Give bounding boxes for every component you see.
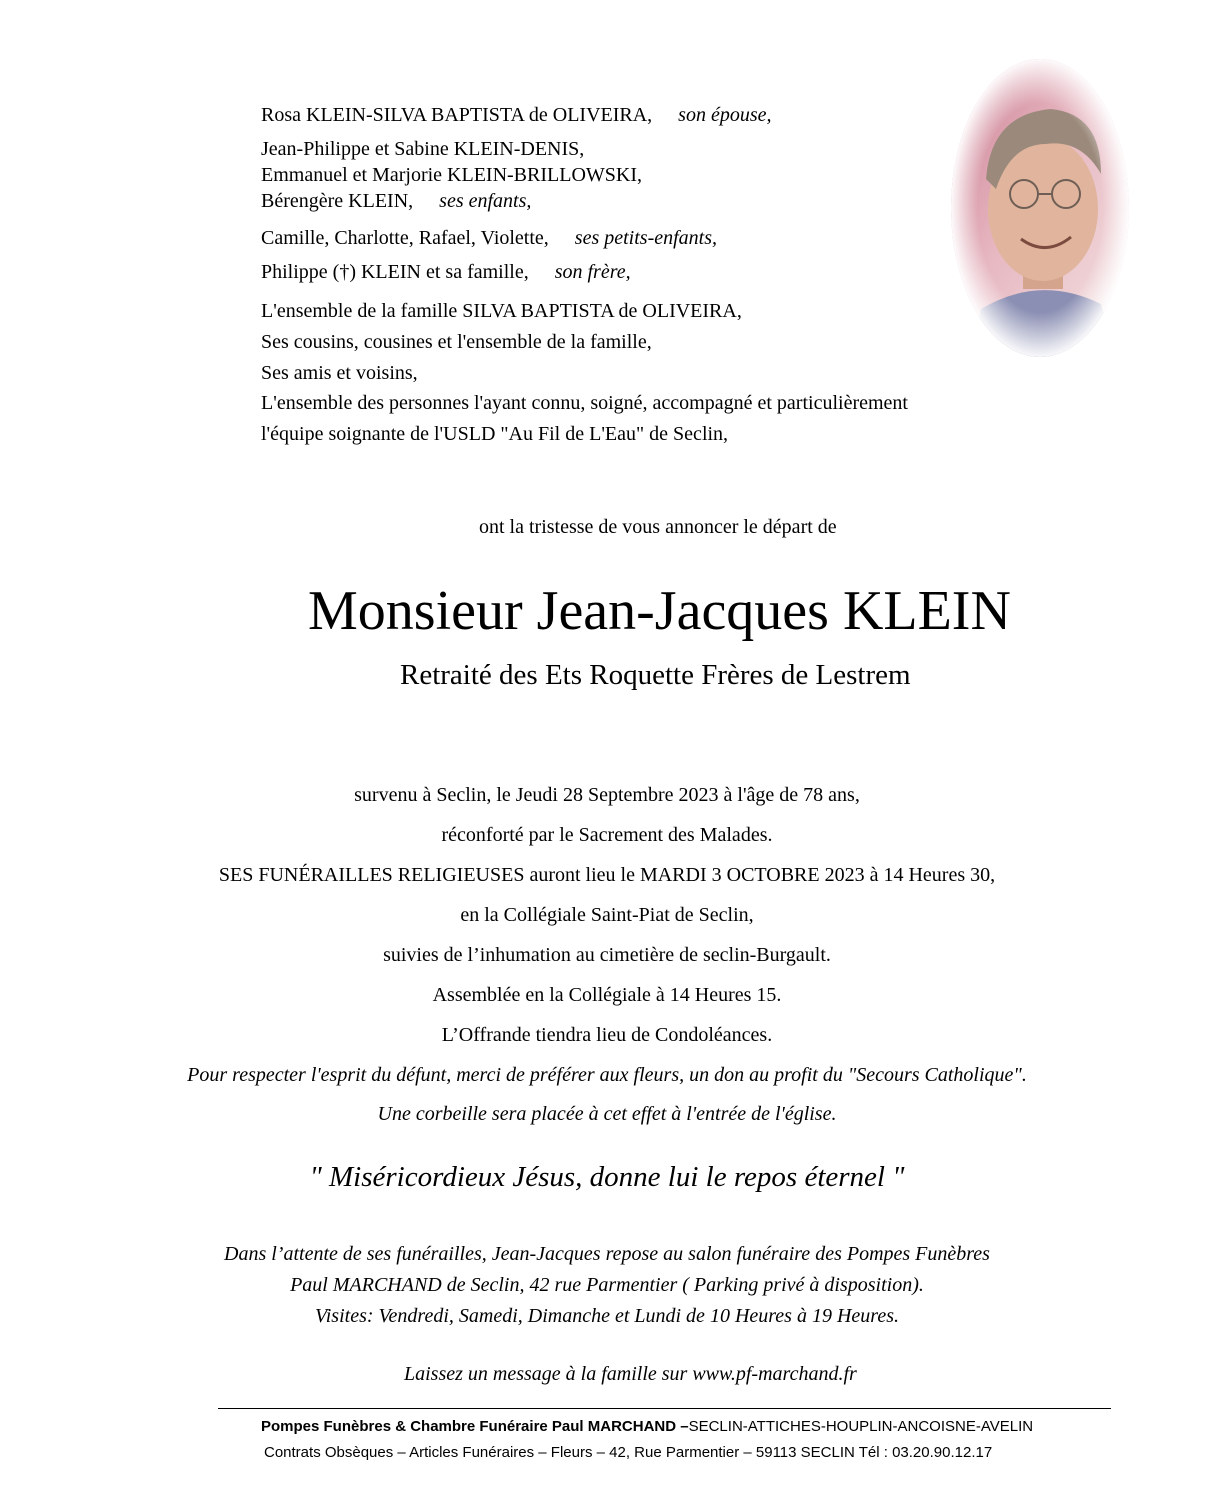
family-name: L'ensemble de la famille SILVA BAPTISTA de OLIVEIRA, — [261, 300, 742, 322]
footer-line2: Contrats Obsèques – Articles Funéraires – Fleurs – 42, Rue Parmentier – 59113 SECLIN Tél : 03.20.90.12.17 — [264, 1444, 993, 1461]
detail-location: en la Collégiale Saint-Piat de Seclin, — [460, 904, 754, 926]
detail-assembly: Assemblée en la Collégiale à 14 Heures 15. — [432, 984, 782, 1006]
announcement-text: ont la tristesse de vous annoncer le départ de — [479, 516, 837, 538]
footer-towns: SECLIN-ATTICHES-HOUPLIN-ANCOISNE-AVELIN — [688, 1418, 1034, 1435]
family-name: L'ensemble des personnes l'ayant connu, soigné, accompagné et particulièrement — [261, 392, 908, 414]
family-name: Rosa KLEIN-SILVA BAPTISTA de OLIVEIRA, — [261, 104, 653, 126]
family-name: l'équipe soignante de l'USLD "Au Fil de L'Eau" de Seclin, — [261, 423, 729, 445]
family-line — [261, 361, 418, 385]
detail-burial: suivies de l’inhumation au cimetière de seclin-Burgault. — [383, 944, 831, 966]
family-line — [261, 163, 642, 187]
family-line — [261, 299, 742, 323]
family-line-spouse — [261, 103, 772, 127]
footer-company: Pompes Funèbres & Chambre Funéraire Paul MARCHAND – — [261, 1418, 689, 1435]
detail-death: survenu à Seclin, le Jeudi 28 Septembre 2023 à l'âge de 78 ans, — [354, 784, 860, 806]
flowers-note-line1: Pour respecter l'esprit du défunt, merci de préférer aux fleurs, un don au profit du "Secours Catholique". — [187, 1064, 1027, 1086]
family-line — [261, 422, 728, 446]
footer-line1 — [261, 1418, 1033, 1435]
family-role: ses petits-enfants, — [574, 227, 718, 249]
deceased-name: Monsieur Jean-Jacques KLEIN — [308, 580, 1011, 642]
family-line-brother — [261, 260, 631, 284]
viewing-line2: Paul MARCHAND de Seclin, 42 rue Parmentier ( Parking privé à disposition). — [290, 1274, 924, 1296]
footer-divider — [218, 1408, 1111, 1409]
portrait-photo — [951, 59, 1129, 357]
family-line-children — [261, 189, 531, 213]
detail-sacrament: réconforté par le Sacrement des Malades. — [441, 824, 773, 846]
family-name: Ses cousins, cousines et l'ensemble de la famille, — [261, 331, 652, 353]
family-name: Camille, Charlotte, Rafael, Violette, — [261, 227, 549, 249]
family-name: Ses amis et voisins, — [261, 362, 418, 384]
viewing-line3: Visites: Vendredi, Samedi, Dimanche et Lundi de 10 Heures à 19 Heures. — [315, 1305, 899, 1327]
message-link[interactable]: Laissez un message à la famille sur www.pf-marchand.fr — [404, 1363, 857, 1385]
family-name: Emmanuel et Marjorie KLEIN-BRILLOWSKI, — [261, 164, 643, 186]
family-line — [261, 330, 652, 354]
flowers-note-line2: Une corbeille sera placée à cet effet à l'entrée de l'église. — [377, 1103, 837, 1125]
family-line — [261, 137, 584, 161]
viewing-line1: Dans l’attente de ses funérailles, Jean-Jacques repose au salon funéraire des Pompes Funèbres — [224, 1243, 990, 1265]
prayer-quote: " Miséricordieux Jésus, donne lui le repos éternel " — [309, 1161, 905, 1193]
family-line — [261, 391, 908, 415]
family-name: Jean-Philippe et Sabine KLEIN-DENIS, — [261, 138, 585, 160]
detail-funeral-date: SES FUNÉRAILLES RELIGIEUSES auront lieu le MARDI 3 OCTOBRE 2023 à 14 Heures 30, — [218, 864, 996, 886]
family-name: Philippe (†) KLEIN et sa famille, — [261, 261, 529, 283]
deceased-subtitle: Retraité des Ets Roquette Frères de Lestrem — [400, 659, 911, 691]
family-role: ses enfants, — [439, 190, 532, 212]
family-role: son frère, — [554, 261, 631, 283]
family-role: son épouse, — [678, 104, 772, 126]
detail-offering: L’Offrande tiendra lieu de Condoléances. — [441, 1024, 773, 1046]
family-name: Bérengère KLEIN, — [261, 190, 414, 212]
family-line-grandchildren — [261, 226, 717, 250]
